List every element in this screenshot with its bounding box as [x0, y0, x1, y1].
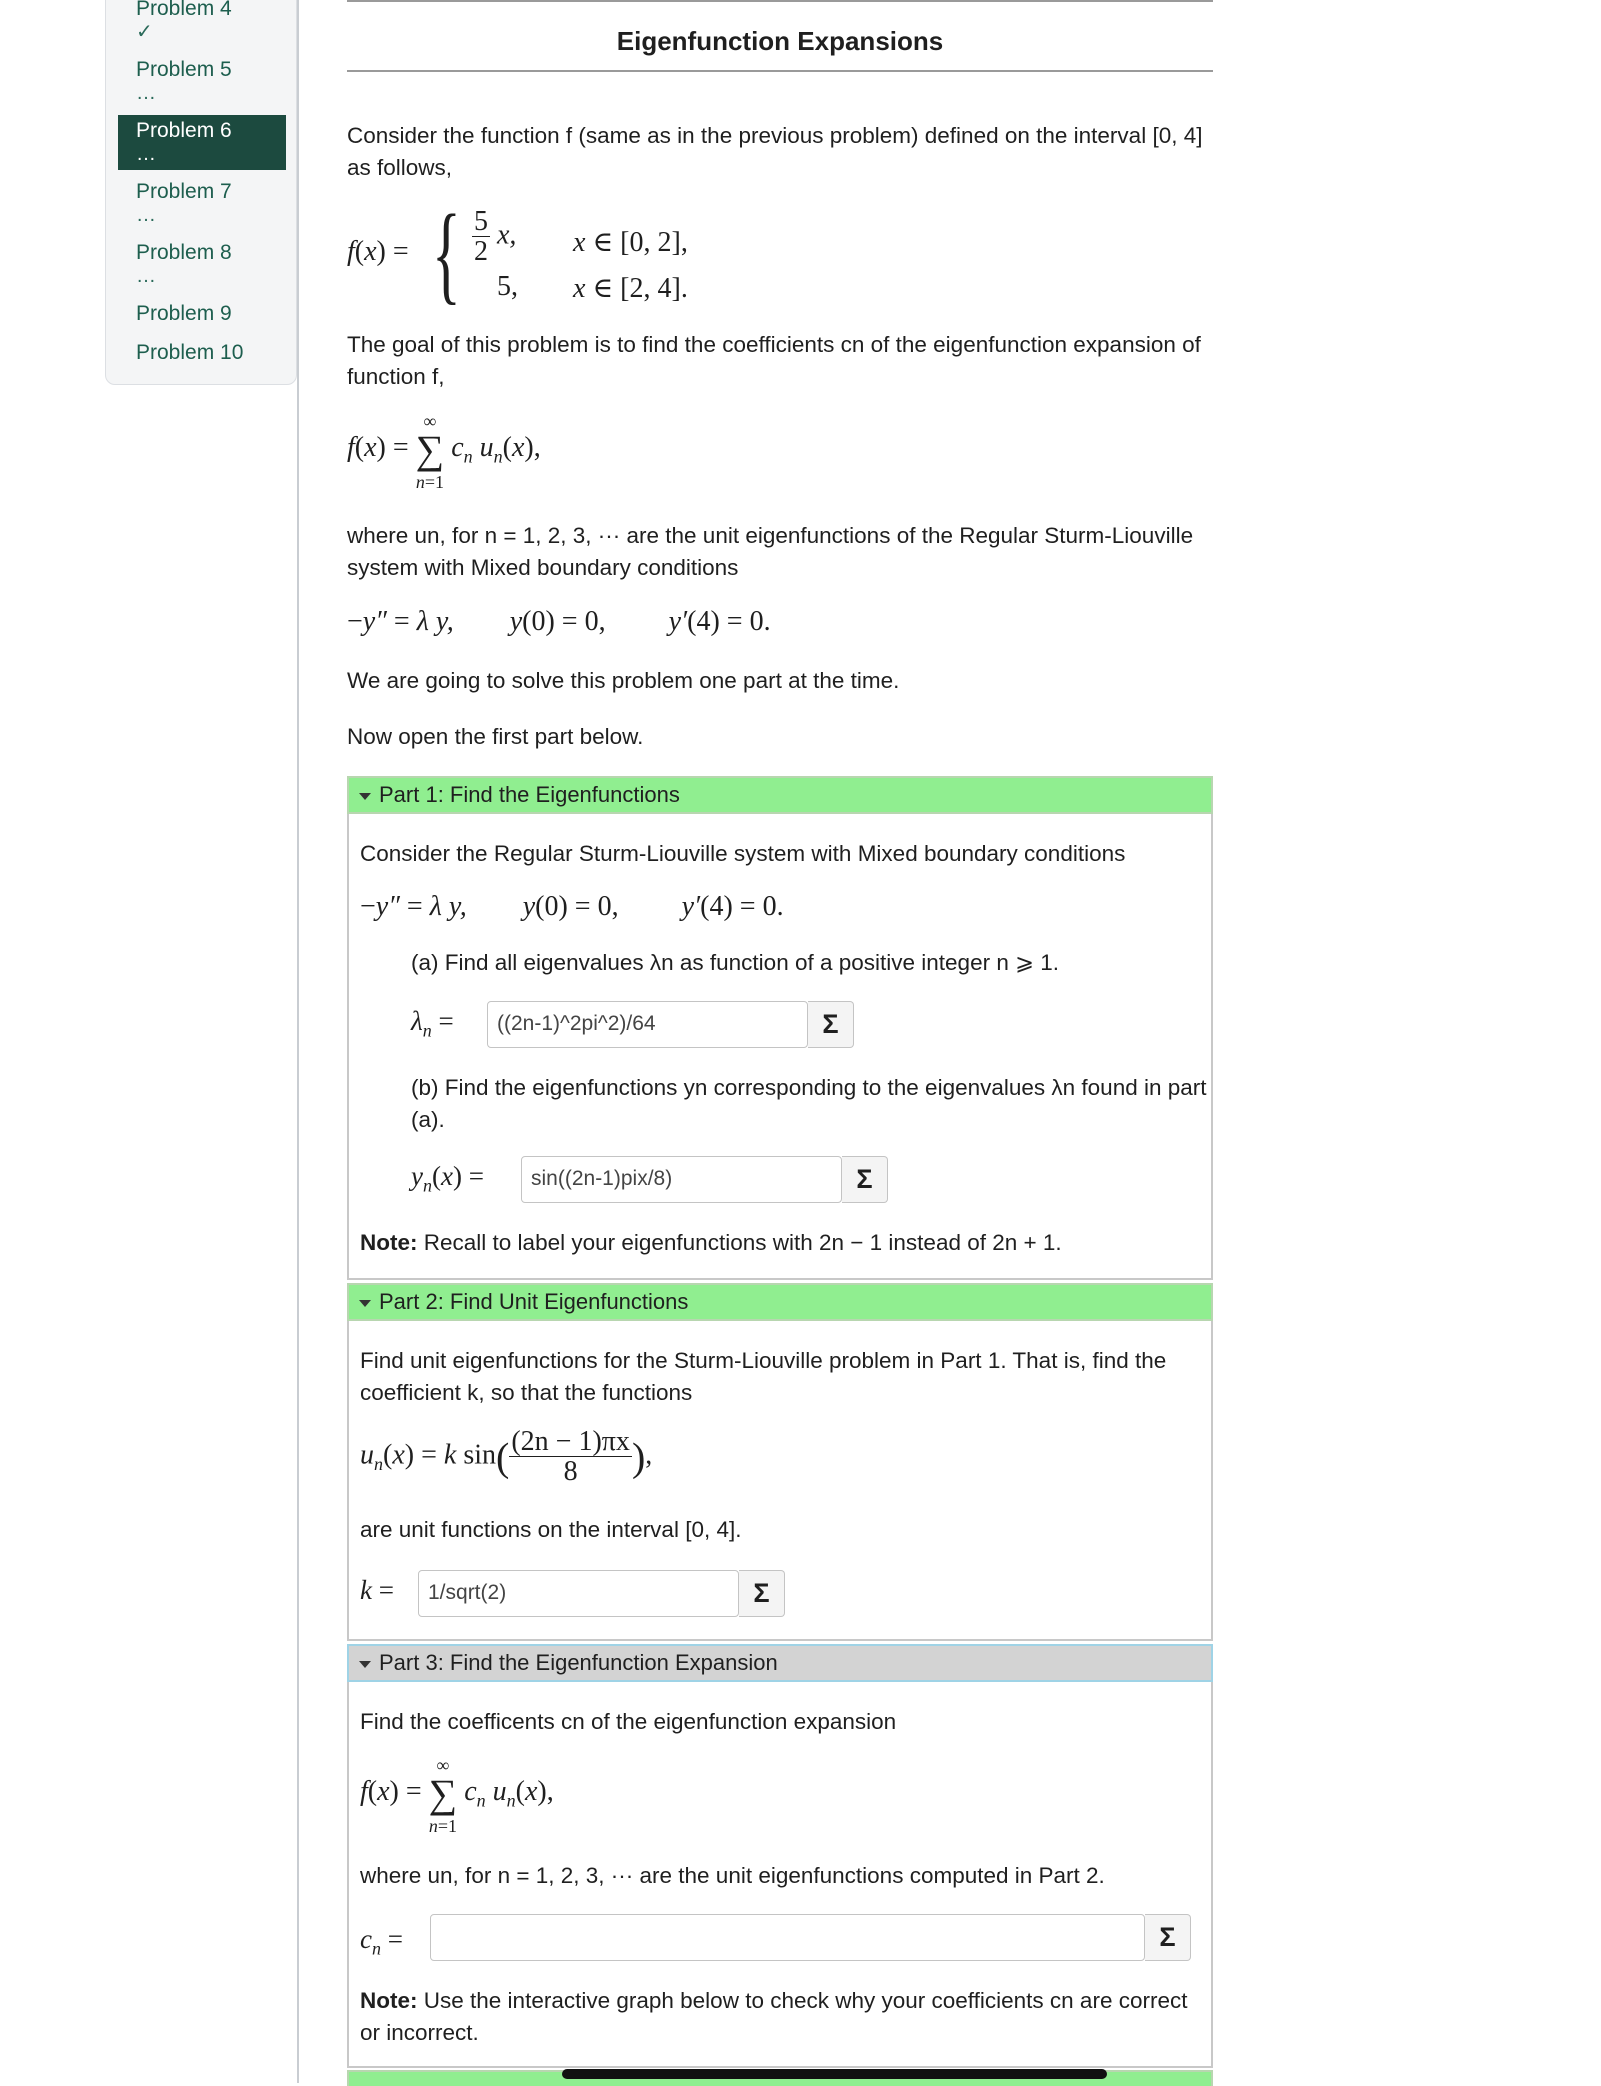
- goal-paragraph: The goal of this problem is to find the coefficients cn of the eigenfunction expansion of function f,: [347, 332, 1201, 389]
- part3-title: Part 3: Find the Eigenfunction Expansion: [379, 1650, 778, 1675]
- note-text: Recall to label your eigenfunctions with 2n − 1 instead of 2n + 1.: [423, 1230, 1062, 1255]
- part1-note: [360, 1227, 1200, 1259]
- part1-question-b: (b) Find the eigenfunctions yn corresponding to the eigenvalues λn found in part (a).: [411, 1075, 1207, 1132]
- part3-note: [360, 1985, 1200, 2049]
- sidebar-item-label: Problem 6: [136, 119, 232, 142]
- sl-system-equation: −y″ = λ y, y(0) = 0, y′(4) = 0.: [347, 606, 771, 637]
- lambda-answer-input[interactable]: ((2n-1)^2pi^2)/64: [487, 1001, 808, 1048]
- problem-sidebar: [105, 0, 297, 385]
- cn-label: $c_n$ =: [360, 1924, 403, 1959]
- open-paragraph: Now open the first part below.: [347, 724, 644, 749]
- caret-down-icon: [359, 793, 371, 800]
- note-text: Use the interactive graph below to check why your coefficients cn are correct or incorrect.: [360, 1988, 1188, 2045]
- note-label: Note:: [360, 1230, 418, 1255]
- sidebar-item-label: Problem 10: [136, 341, 244, 364]
- part3-where: where un, for n = 1, 2, 3, ··· are the unit eigenfunctions computed in Part 2.: [360, 1863, 1105, 1888]
- where-paragraph: where un, for n = 1, 2, 3, ··· are the unit eigenfunctions of the Regular Sturm-Liouville system with Mixed boundary conditions: [347, 523, 1194, 580]
- part2-intro: Find unit eigenfunctions for the Sturm-Liouville problem in Part 1. That is, find the coefficient k, so that the functions: [360, 1348, 1167, 1405]
- sigma-icon[interactable]: Σ: [1145, 1914, 1191, 1961]
- k-answer-input[interactable]: 1/sqrt(2): [418, 1570, 739, 1617]
- unit-eigenfunction-equation: $u_n(x) = k$ sin( $\frac{(2n - 1)\pi x}{8}$ ),: [360, 1426, 653, 1488]
- sidebar-item-label: Problem 8: [136, 241, 232, 264]
- part2-are: are unit functions on the interval [0, 4].: [360, 1517, 742, 1542]
- sidebar-divider: [297, 0, 299, 2083]
- sigma-icon[interactable]: Σ: [842, 1156, 888, 1203]
- sidebar-item-label: Problem 7: [136, 180, 232, 203]
- solve-paragraph: We are going to solve this problem one part at the time.: [347, 668, 900, 693]
- sidebar-item-problem-6[interactable]: [118, 115, 286, 170]
- part1-title: Part 1: Find the Eigenfunctions: [379, 782, 680, 807]
- ellipsis-icon: …: [136, 265, 156, 287]
- sigma-icon[interactable]: Σ: [808, 1001, 854, 1048]
- part3-header[interactable]: [347, 1644, 1213, 1682]
- part3-intro: Find the coefficents cn of the eigenfunction expansion: [360, 1709, 897, 1734]
- caret-down-icon: [359, 1661, 371, 1668]
- sidebar-item-problem-4[interactable]: [118, 0, 286, 42]
- part1-header[interactable]: [347, 776, 1213, 814]
- sidebar-item-label: Problem 5: [136, 58, 232, 81]
- yn-label: $y_n(x)$ =: [411, 1161, 484, 1196]
- part1-system-equation: −y″ = λ y, y(0) = 0, y′(4) = 0.: [360, 891, 784, 922]
- header-rule-top: [347, 0, 1213, 2]
- sidebar-item-problem-7[interactable]: [118, 179, 286, 225]
- part3-expansion-equation: f(x) = ∞ ∑ n=1 $c_n$ $u_n(x)$,: [360, 1754, 554, 1836]
- check-icon: ✓: [136, 21, 153, 43]
- sidebar-item-problem-8[interactable]: [118, 240, 286, 286]
- page-title: Eigenfunction Expansions: [616, 26, 944, 56]
- eigenfunction-answer-input[interactable]: sin((2n-1)pix/8): [521, 1156, 842, 1203]
- part2-title: Part 2: Find Unit Eigenfunctions: [379, 1289, 689, 1314]
- cn-answer-input[interactable]: [430, 1914, 1145, 1961]
- header-rule-bottom: [347, 70, 1213, 72]
- ellipsis-icon: …: [136, 204, 156, 226]
- part2-header[interactable]: [347, 1283, 1213, 1321]
- sigma-icon[interactable]: Σ: [739, 1570, 785, 1617]
- expansion-equation: f(x) = ∞ ∑ n=1 $c_n$ $u_n(x)$,: [347, 410, 541, 492]
- intro-paragraph: Consider the function f (same as in the previous problem) defined on the interval [0, 4] as follows,: [347, 123, 1203, 180]
- caret-down-icon: [359, 1300, 371, 1307]
- part1-intro: Consider the Regular Sturm-Liouville system with Mixed boundary conditions: [360, 841, 1126, 866]
- note-label: Note:: [360, 1988, 418, 2013]
- sidebar-item-problem-9[interactable]: [118, 301, 286, 327]
- part1-question-a: (a) Find all eigenvalues λn as function of a positive integer n ⩾ 1.: [411, 950, 1059, 975]
- ellipsis-icon: …: [136, 143, 156, 165]
- sidebar-item-problem-10[interactable]: [118, 340, 286, 366]
- sidebar-item-label: Problem 4: [136, 0, 232, 20]
- sidebar-item-label: Problem 9: [136, 302, 232, 325]
- sidebar-item-problem-5[interactable]: [118, 57, 286, 103]
- horizontal-scrollbar[interactable]: [562, 2069, 1107, 2079]
- ellipsis-icon: …: [136, 82, 156, 104]
- k-label: k =: [360, 1575, 394, 1605]
- lambda-label: $\lambda_n$ =: [411, 1006, 454, 1041]
